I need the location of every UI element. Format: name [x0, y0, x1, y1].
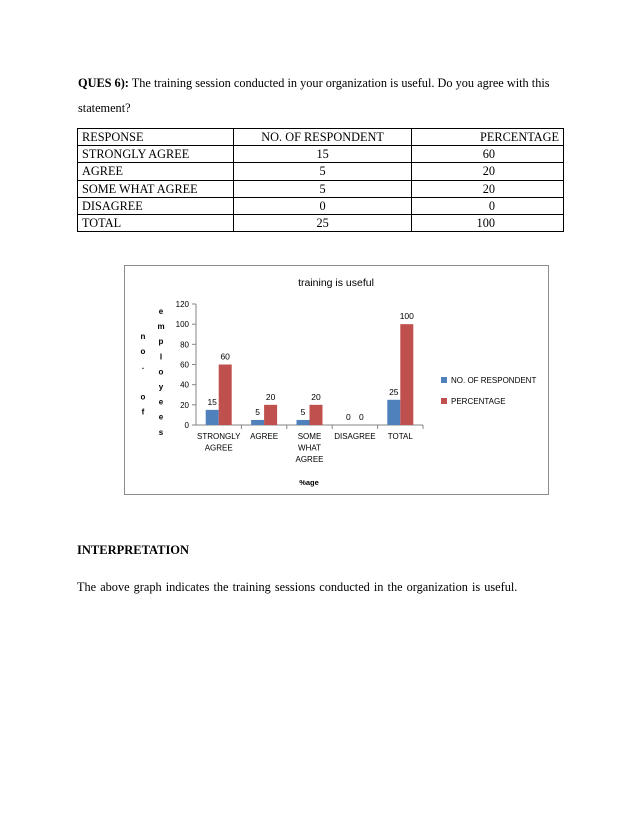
bar-respondents — [206, 410, 219, 425]
cell-response: STRONGLY AGREE — [78, 146, 234, 163]
x-tick-label: SOME — [297, 432, 322, 441]
bar-percentage — [219, 365, 232, 426]
cell-percentage: 100 — [412, 214, 564, 231]
legend-swatch — [441, 398, 447, 404]
x-tick-label: AGREE — [250, 432, 279, 441]
chart-title: training is useful — [298, 277, 374, 289]
question-text — [78, 71, 568, 121]
question-body: The training session conducted in your organization is useful. Do you agree with this statement? — [78, 76, 550, 115]
table-row — [78, 163, 564, 180]
y-label-letter: y — [158, 382, 164, 392]
y-label-letter: e — [158, 397, 164, 407]
x-axis-label: %age — [299, 478, 319, 487]
bar-respondents — [251, 420, 264, 425]
data-label: 5 — [300, 406, 306, 417]
header-respondents: NO. OF RESPONDENT — [234, 129, 412, 146]
y-tick-label: 60 — [180, 360, 189, 370]
bar-percentage — [264, 405, 277, 425]
cell-respondents: 5 — [234, 163, 412, 180]
y-label-letter: f — [141, 407, 145, 417]
y-label-letter: s — [158, 427, 164, 437]
table-header-row — [78, 129, 564, 146]
y-tick-label: 40 — [180, 380, 189, 390]
data-label: 5 — [255, 406, 260, 417]
y-label-letter: e — [158, 307, 164, 316]
cell-percentage: 20 — [412, 180, 564, 197]
cell-response: DISAGREE — [78, 197, 234, 214]
data-label: 15 — [207, 396, 217, 407]
interpretation-text: The above graph indicates the training sessions conducted in the organization is useful. — [77, 580, 518, 594]
table-row — [78, 197, 564, 214]
cell-response: AGREE — [78, 163, 234, 180]
y-label-letter: n — [140, 332, 146, 341]
y-label-letter: e — [158, 412, 164, 422]
y-tick-label: 20 — [180, 400, 189, 410]
data-label: 100 — [399, 311, 414, 322]
x-tick-label: TOTAL — [387, 432, 413, 441]
response-table — [77, 128, 564, 232]
cell-respondents: 25 — [234, 214, 412, 231]
x-tick-label: WHAT — [298, 443, 321, 453]
cell-response: SOME WHAT AGREE — [78, 180, 234, 197]
cell-respondents: 0 — [234, 197, 412, 214]
interpretation-heading: INTERPRETATION — [77, 543, 190, 557]
table-row — [78, 146, 564, 163]
data-label: 20 — [311, 391, 321, 402]
legend-swatch — [441, 377, 447, 383]
x-tick-label: AGREE — [204, 443, 233, 453]
y-label-letter: o — [158, 367, 164, 377]
bar-percentage — [310, 405, 323, 425]
bar-percentage — [400, 324, 413, 425]
y-label-letter: p — [158, 337, 164, 347]
x-tick-label: DISAGREE — [334, 432, 376, 441]
y-label-letter: o — [140, 392, 146, 402]
cell-percentage: 60 — [412, 146, 564, 163]
question-label: QUES 6): — [78, 76, 129, 90]
table-row — [78, 180, 564, 197]
data-label: 20 — [265, 391, 276, 402]
cell-percentage: 0 — [412, 197, 564, 214]
y-label-letter: . — [141, 362, 145, 372]
x-tick-label: STRONGLY — [196, 432, 241, 441]
chart-canvas — [125, 266, 550, 496]
table-row — [78, 214, 564, 231]
bar-respondents — [297, 420, 310, 425]
header-percentage: PERCENTAGE — [412, 129, 564, 146]
y-tick-label: 120 — [175, 300, 189, 309]
bar-chart — [124, 265, 549, 495]
legend-label: PERCENTAGE — [451, 397, 506, 406]
cell-respondents: 15 — [234, 146, 412, 163]
y-tick-label: 0 — [184, 421, 189, 430]
y-tick-label: 100 — [175, 320, 189, 330]
bar-respondents — [387, 400, 400, 425]
y-label-letter: o — [140, 347, 146, 357]
header-response: RESPONSE — [78, 129, 234, 146]
y-tick-label: 80 — [180, 340, 189, 350]
data-label: 0 — [359, 412, 364, 422]
x-tick-label: AGREE — [295, 455, 324, 464]
data-label: 25 — [389, 386, 399, 397]
data-label: 60 — [220, 351, 230, 362]
y-label-letter: l — [159, 352, 163, 362]
y-label-letter: m — [157, 322, 165, 332]
cell-respondents: 5 — [234, 180, 412, 197]
data-label: 0 — [346, 412, 351, 422]
cell-percentage: 20 — [412, 163, 564, 180]
legend-label: NO. OF RESPONDENT — [451, 376, 537, 385]
cell-response: TOTAL — [78, 214, 234, 231]
